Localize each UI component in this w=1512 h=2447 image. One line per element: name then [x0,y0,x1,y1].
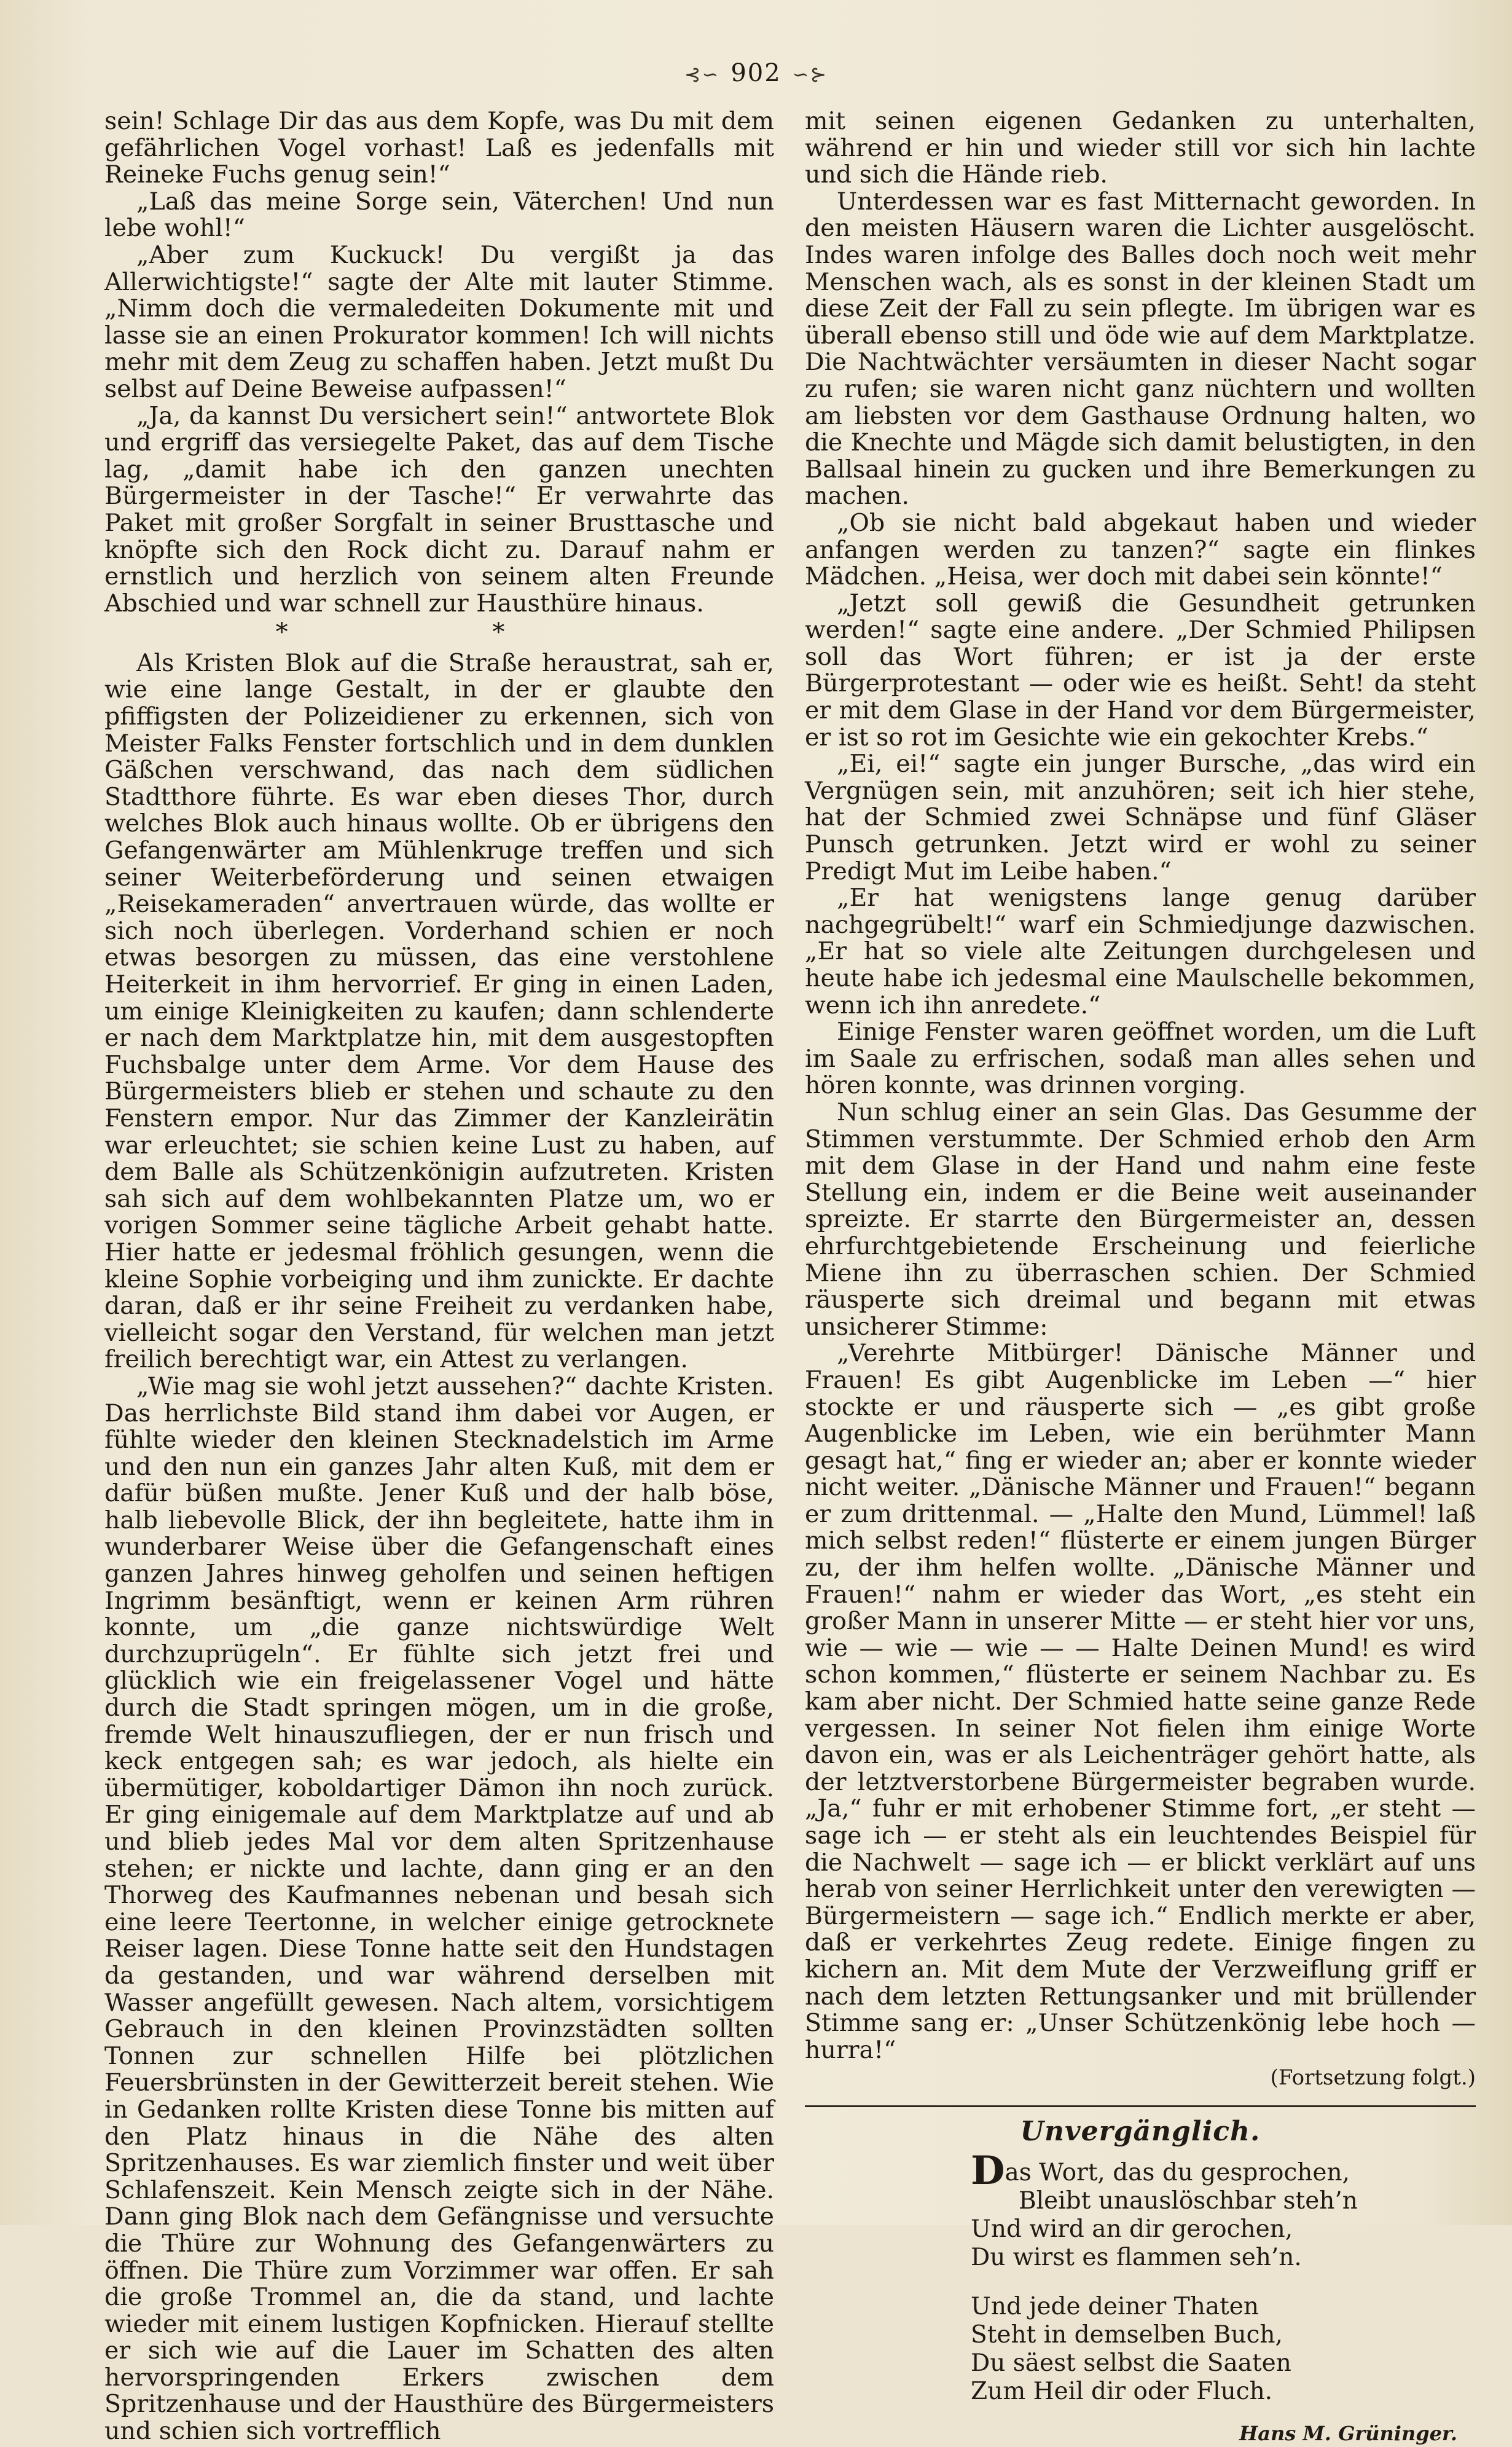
poem-stanza [971,2293,1476,2406]
poem-line: Zum Heil dir oder Fluch. [971,2377,1273,2405]
paragraph: mit seinen eigenen Gedanken zu unterhalten, während er hin und wieder still vor sich hin lachte und sich die Hände rieb. [805,107,1476,189]
paragraph: „Ob sie nicht bald abgekaut haben und wieder anfangen werden zu tanzen?“ sagte ein flinkes Mädchen. „Heisa, wer doch mit dabei sein könnte!“ [805,508,1476,591]
paragraph: Unterdessen war es fast Mitternacht geworden. In den meisten Häusern waren die Lichter ausgelöscht. Indes waren infolge des Balles doch noch weit mehr Menschen wach, als es sonst in der kleinen Stadt um diese Zeit der Fall zu sein pflegte. Im übrigen war es überall ebenso still und öde wie auf dem Marktplatze. Die Nachtwächter versäumten in dieser Nacht sogar zu rufen; sie waren nicht ganz nüchtern und wollten am liebsten vor dem Gasthause Ordnung halten, wo die Knechte und Mägde sich damit belustigten, in den Ballsaal hinein zu gucken und ihre Bemerkungen zu machen. [805,187,1476,511]
paragraph: „Aber zum Kuckuck! Du vergißt ja das Allerwichtigste!“ sagte der Alte mit lauter Stimme. „Nimm doch die vermaledeiten Dokumente mit und lasse sie an einen Prokurator kommen! Ich will nichts mehr mit dem Zeug zu schaffen haben. Jetzt mußt Du selbst auf Deine Beweise aufpassen!“ [104,240,774,403]
page-number [0,59,1512,87]
poem-line: Steht in demselben Buch, [971,2320,1283,2349]
paragraph: „Ei, ei!“ sagte ein junger Bursche, „das wird ein Vergnügen sein, mit anzuhören; seit ich hier stehe, hat der Schmied zwei Schnäpse und fünf Gläser Punsch getrunken. Jetzt wird er wohl zu seiner Predigt Mut im Leibe haben.“ [805,750,1476,886]
poem [971,2147,1476,2406]
section-separator: * * [275,618,603,647]
paragraph: Als Kristen Blok auf die Straße heraustrat, sah er, wie eine lange Gestalt, in der er glaubte den pfiffigsten der Polizeidiener zu erkennen, sich von Meister Falks Fenster fortschlich und in dem dunklen Gäßchen verschwand, das nach dem südlichen Stadtthore führte. Es war eben dieses Thor, durch welches Blok auch hinaus wollte. Ob er übrigens den Gefangenwärter am Mühlenkruge treffen und sich seiner Weiterbeförderung und seinen etwaigen „Reisekameraden“ anvertrauen würde, das wollte er sich noch überlegen. Vorderhand schien er noch etwas besorgen zu müssen, das eine verstohlene Heiterkeit in ihm hervorrief. Er ging in einen Laden, um einige Kleinigkeiten zu kaufen; dann schlenderte er nach dem Marktplatze hin, mit dem ausgestopften Fuchsbalge unter dem Arme. Vor dem Hause des Bürgermeisters blieb er stehen und schaute zu den Fenstern empor. Nur das Zimmer der Kanzleirätin war erleuchtet; sie schien keine Lust zu haben, auf dem Balle als Schützenkönigin aufzutreten. Kristen sah sich auf dem wohlbekannten Platze um, wo er vorigen Sommer seine tägliche Arbeit gehabt hatte. Hier hatte er jedesmal fröhlich gesungen, wenn die kleine Sophie vorbeiging und ihm zunickte. Er dachte daran, daß er ihr seine Freiheit zu verdanken habe, vielleicht sogar den Verstand, für welchen man jetzt freilich berechtigt war, ein Attest zu verlangen. [104,648,774,1374]
poem-line: Du wirst es flammen seh’n. [971,2243,1302,2271]
poem-title: Unvergänglich. [1020,2115,1261,2147]
poem-author: Hans M. Grüninger. [1239,2421,1457,2445]
paragraph: „Ja, da kannst Du versichert sein!“ antwortete Blok und ergriff das versiegelte Paket, das auf dem Tische lag, „damit habe ich den ganzen unechten Bürgermeister in der Tasche!“ Er verwahrte das Paket mit großer Sorgfalt in seiner Brusttasche und knöpfte sich den Rock dicht zu. Darauf nahm er ernstlich und herzlich von seinem alten Freunde Abschied und war schnell zur Hausthüre hinaus. [104,401,774,618]
poem-line: Du säest selbst die Saaten [971,2349,1291,2377]
poem-line: Bleibt unauslöschbar steh’n [1019,2186,1358,2215]
poem-line: Und jede deiner Thaten [971,2292,1259,2320]
paragraph: Einige Fenster waren geöffnet worden, um die Luft im Saale zu erfrischen, sodaß man alles sehen und hören konnte, was drinnen vorging. [805,1018,1476,1100]
paragraph: „Verehrte Mitbürger! Dänische Männer und Frauen! Es gibt Augenblicke im Leben —“ hier stockte er und räusperte sich — „es gibt große Augenblicke im Leben, wie ein berühmter Mann gesagt hat,“ fing er wieder an; aber er konnte wieder nicht weiter. „Dänische Männer und Frauen!“ begann er zum drittenmal. — „Halte den Mund, Lümmel! laß mich selbst reden!“ flüsterte er einem jungen Bürger zu, der ihm helfen wollte. „Dänische Männer und Frauen!“ nahm er wieder das Wort, „es steht ein großer Mann in unserer Mitte — er steht hier vor uns, wie — wie — wie — — Halte Deinen Mund! es wird schon kommen,“ flüsterte er seinem Nachbar zu. Es kam aber nicht. Der Schmied hatte seine ganze Rede vergessen. In seiner Not fielen ihm einige Worte davon ein, was er als Leichenträger gehört hatte, als der letztverstorbene Bürgermeister begraben wurde. „Ja,“ fuhr er mit erhobener Stimme fort, „er steht — sage ich — er steht als ein leuchtendes Beispiel für die Nachwelt — sage ich — er blickt verklärt auf uns herab von seiner Herrlichkeit unter den verewigten — Bürgermeistern — sage ich.“ Endlich merkte er aber, daß er verkehrtes Zeug redete. Einige fingen zu kichern an. Mit dem Mute der Verzweiflung griff er nach dem letzten Rettungsanker und mit brüllender Stimme sang er: „Unser Schützenkönig lebe hoch — hurra!“ [805,1339,1476,2064]
poem-line: Das Wort, das du gesprochen, [971,2147,1350,2194]
divider-rule [805,2105,1476,2107]
page-number-value: 902 [731,59,781,87]
paragraph: „Wie mag sie wohl jetzt aussehen?“ dachte Kristen. Das herrlichste Bild stand ihm dabei vor Augen, er fühlte wieder den kleinen Stecknadelstich im Arme und den nun ein ganzes Jahr alten Kuß, mit dem er dafür büßen mußte. Jener Kuß und der halb böse, halb liebevolle Blick, der ihn begleitete, hatte ihm in wunderbarer Weise über die Gefangenschaft eines ganzen Jahres hinweg geholfen und seinen heftigen Ingrimm besänftigt, wenn er keinen Arm rühren konnte, um „die ganze nichtswürdige Welt durchzuprügeln“. Er fühlte sich jetzt frei und glücklich wie ein freigelassener Vogel und hätte durch die Stadt springen mögen, um in die große, fremde Welt hinauszufliegen, der er nun frisch und keck entgegen sah; es war jedoch, als hielte ein übermütiger, koboldartiger Dämon ihn noch zurück. Er ging einigemale auf dem Marktplatze auf und ab und blieb jedes Mal vor dem alten Spritzenhause stehen; er nickte und lachte, dann ging er an den Thorweg des Kaufmannes nebenan und besah sich eine leere Teertonne, in welcher einige getrocknete Reiser lagen. Diese Tonne hatte seit den Hundstagen da gestanden, und war während derselben mit Wasser angefüllt gewesen. Nach altem, vorsichtigem Gebrauch in den kleinen Provinzstädten sollten Tonnen zur schnellen Hilfe bei plötzlichen Feuersbrünsten in der Gewitterzeit bereit stehen. Wie in Gedanken rollte Kristen diese Tonne bis mitten auf den Platz hinaus in die Nähe des alten Spritzenhauses. Es war ziemlich finster und weit über Schlafenszeit. Kein Mensch zeigte sich in der Nähe. Dann ging Blok nach dem Gefängnisse und versuchte die Thüre zur Wohnung des Gefangenwärters zu öffnen. Die Thüre zum Vorzimmer war offen. Er sah die große Trommel an, die da stand, und lachte wieder mit einem lustigen Kopfnicken. Hierauf stellte er sich wie auf die Lauer im Schatten des alten hervorspringenden Erkers zwischen dem Spritzenhause und der Hausthüre des Bürgermeisters und schien sich vortrefflich [104,1372,774,2446]
poem-line: Und wird an dir gerochen, [971,2215,1293,2243]
paragraph: „Jetzt soll gewiß die Gesundheit getrunken werden!“ sagte eine andere. „Der Schmied Philipsen soll das Wort führen; er ist ja der erste Bürgerprotestant — oder wie es heißt. Seht! da steht er mit dem Glase in der Hand vor dem Bürgermeister, er ist so rot im Gesichte wie ein gekochter Krebs.“ [805,589,1476,752]
continuation-note: (Fortsetzung folgt.) [1270,2065,1476,2091]
paragraph: sein! Schlage Dir das aus dem Kopfe, was Du mit dem gefährlichen Vogel vorhast! Laß es jedenfalls mit Reineke Fuchs genug sein!“ [104,107,774,189]
poem-stanza [971,2147,1476,2272]
right-column [805,108,1476,2447]
paragraph: Nun schlug einer an sein Glas. Das Gesumme der Stimmen verstummte. Der Schmied erhob den Arm mit dem Glase in der Hand und nahm eine feste Stellung ein, indem er die Beine weit auseinander spreizte. Er starrte den Bürgermeister an, dessen ehrfurchtgebietende Erscheinung und feierliche Miene ihn zu überraschen schien. Der Schmied räusperte sich dreimal und begann mit etwas unsicherer Stimme: [805,1098,1476,1341]
drop-cap: D [971,2147,1005,2194]
paragraph: „Laß das meine Sorge sein, Väterchen! Und nun lebe wohl!“ [104,187,774,243]
left-column [104,108,774,2445]
ornament-left: ⊰∽ [684,63,720,86]
paragraph: „Er hat wenigstens lange genug darüber nachgegrübelt!“ warf ein Schmiedjunge dazwischen. „Er hat so viele alte Zeitungen durchgelesen und heute habe ich jedesmal eine Maulschelle bekommen, wenn ich ihn anredete.“ [805,884,1476,1019]
ornament-right: ∽⊱ [792,63,828,86]
